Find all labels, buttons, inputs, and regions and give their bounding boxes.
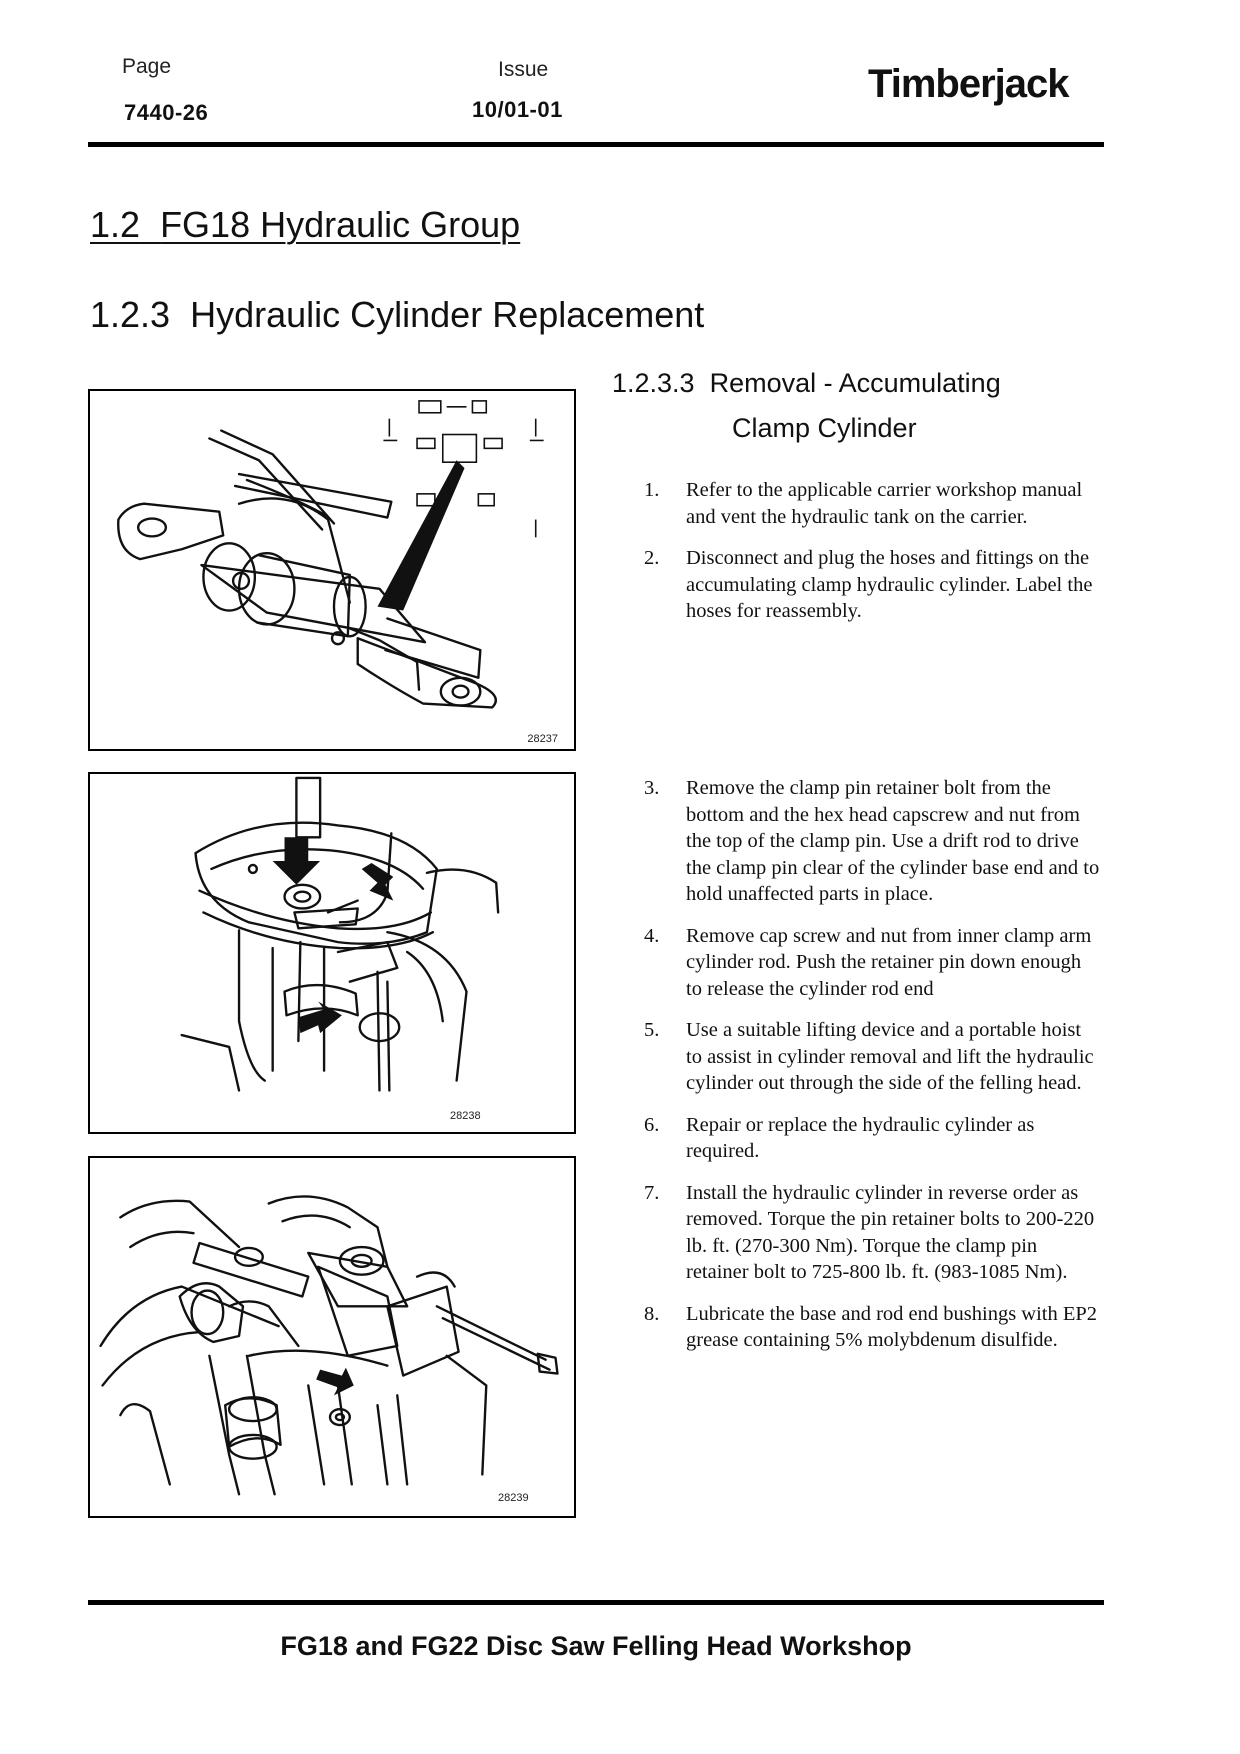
subsection-title: Hydraulic Cylinder Replacement (190, 294, 705, 335)
section-title: FG18 Hydraulic Group (160, 204, 521, 245)
step-number: 1. (644, 479, 660, 501)
step-number: 5. (644, 1019, 660, 1041)
step-number: 7. (644, 1181, 660, 1204)
step-number: 6. (644, 1113, 660, 1136)
step-6 (640, 1112, 1100, 1165)
subsubsection-heading (612, 361, 1112, 451)
figure-number-1: 28237 (527, 733, 558, 745)
section-heading (90, 204, 520, 246)
step-text: Use a suitable lifting device and a portable hoist to assist in cylinder removal and lift the hydraulic cylinder out through the side of the felling head. (686, 1019, 1094, 1094)
subsection-heading (90, 294, 704, 336)
step-number: 8. (644, 1302, 660, 1325)
subsubsection-title-line1: Removal - Accumulating (709, 368, 1001, 398)
step-7 (640, 1180, 1100, 1286)
subsection-number: 1.2.3 (90, 294, 171, 335)
figure-number-3: 28239 (498, 1492, 529, 1504)
step-number: 2. (644, 547, 660, 569)
step-text: Disconnect and plug the hoses and fittings on the accumulating clamp hydraulic cylinder. Label the hoses for reassembly. (686, 547, 1093, 622)
issue-label: Issue (498, 58, 549, 81)
step-8 (640, 1301, 1100, 1354)
step-text: Remove cap screw and nut from inner clamp arm cylinder rod. Push the retainer pin down enough to release the cylinder rod end (686, 924, 1092, 1000)
figure-cylinder-removal (88, 1156, 576, 1518)
figure-cylinder-hoses (88, 389, 576, 751)
clamp-pin-illustration (90, 774, 574, 1132)
step-3 (640, 775, 1100, 908)
step-text: Remove the clamp pin retainer bolt from the bottom and the hex head capscrew and nut from the top of the clamp pin. Use a drift rod to drive the clamp pin clear of the cylinder base end and to hold unaffected parts in place. (686, 777, 1100, 905)
footer-rule (88, 1600, 1104, 1605)
brand-logo: Timberjack (868, 62, 1069, 106)
step-number: 4. (644, 924, 660, 947)
cylinder-removal-illustration (90, 1158, 574, 1516)
subsubsection-title-line2: Clamp Cylinder (732, 413, 917, 443)
issue-date: 10/01-01 (472, 97, 563, 122)
page-number: 7440-26 (124, 100, 209, 125)
figure-clamp-pin (88, 772, 576, 1134)
step-5 (640, 1017, 1100, 1097)
step-text: Install the hydraulic cylinder in reverse order as removed. Torque the pin retainer bolts to 200-220 lb. ft. (270-300 Nm). Torque the clamp pin retainer bolt to 725-800 lb. ft. (983-1085 Nm). (686, 1181, 1095, 1283)
header-rule (88, 142, 1104, 147)
step-1 (640, 477, 1100, 530)
cylinder-hoses-illustration (90, 391, 574, 749)
subsubsection-number: 1.2.3.3 (612, 368, 695, 398)
step-4 (640, 923, 1100, 1003)
step-2 (640, 545, 1100, 625)
footer-title: FG18 and FG22 Disc Saw Felling Head Workshop (280, 1631, 912, 1661)
step-text: Repair or replace the hydraulic cylinder as required. (686, 1113, 1035, 1162)
step-number: 3. (644, 777, 660, 799)
figure-number-2: 28238 (450, 1110, 481, 1122)
step-text: Refer to the applicable carrier workshop manual and vent the hydraulic tank on the carrier. (686, 479, 1083, 528)
section-number: 1.2 (90, 204, 141, 245)
steps-group-1 (640, 477, 1100, 640)
step-text: Lubricate the base and rod end bushings with EP2 grease containing 5% molybdenum disulfide. (686, 1302, 1098, 1351)
page-label: Page (122, 55, 172, 78)
steps-group-2 (640, 775, 1100, 1369)
